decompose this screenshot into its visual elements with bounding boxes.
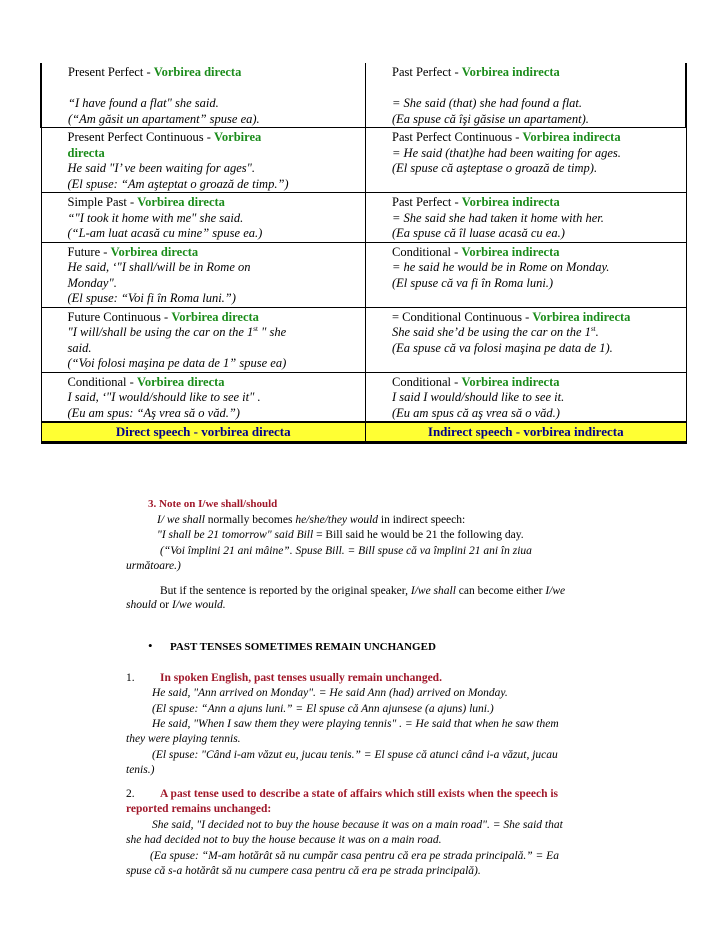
indirect-speech-header: Indirect speech - vorbirea indirecta — [366, 422, 687, 442]
example-line: (El spuse: “Am aşteptat o groază de timp.”) — [67, 176, 289, 191]
tense-label: Past Perfect - Vorbirea indirecta — [392, 65, 560, 79]
direct-speech-cell — [41, 307, 366, 372]
example-line: (Eu am spus că aş vrea să o văd.) — [392, 405, 560, 420]
item-2-line-2: she had decided not to buy the house because it was on a main road. — [126, 834, 442, 846]
item-2-title-2: reported remains unchanged: — [126, 803, 272, 815]
example-line: said. — [67, 340, 92, 355]
table-row — [41, 307, 686, 372]
table-row — [41, 128, 686, 193]
example-line: “"I took it home with me" she said. — [67, 210, 244, 225]
direct-speech-header: Direct speech - vorbirea directa — [41, 422, 366, 442]
example-line: (Ea spuse că va folosi maşina pe data de 1). — [392, 340, 613, 355]
tense-label: Present Perfect Continuous - Vorbirea — [67, 130, 262, 144]
section-3-line-4: următoare.) — [126, 560, 181, 572]
section-3-line-1: I/ we shall normally becomes he/she/they would in indirect speech: — [157, 514, 466, 526]
table-row — [41, 372, 686, 422]
tense-label: Past Perfect Continuous - Vorbirea indirecta — [392, 130, 621, 144]
example-line — [68, 81, 365, 97]
example-line: He said, ‘"I shall/will be in Rome on — [67, 260, 251, 274]
tense-label: = Conditional Continuous - Vorbirea indirecta — [392, 309, 631, 324]
example-line: = He said (that)he had been waiting for ages. — [392, 145, 621, 160]
item-1-line-2: (El spuse: “Ann a ajuns luni.” = El spuse că Ann ajunsese (a ajuns) luni.) — [152, 703, 494, 715]
example-line: (“Am găsit un apartament” spuse ea). — [68, 111, 260, 126]
tense-label: Future Continuous - Vorbirea directa — [67, 309, 259, 324]
item-1-line-4: they were playing tennis. — [126, 733, 241, 745]
example-line: He said "I’ ve been waiting for ages". — [67, 161, 256, 175]
example-line: I said I would/should like to see it. — [392, 390, 565, 404]
tense-label: Future - Vorbirea directa — [67, 244, 199, 259]
item-1-number: 1. — [126, 672, 135, 684]
example-line: Monday". — [67, 275, 117, 290]
example-line: She said she’d be using the car on the 1st. — [392, 324, 599, 339]
direct-speech-cell — [41, 128, 366, 193]
bullet-title: PAST TENSES SOMETIMES REMAIN UNCHANGED — [170, 641, 436, 653]
example-line: “I have found a flat" she said. — [68, 96, 219, 110]
example-line: = She said she had taken it home with her. — [392, 210, 604, 225]
table-row — [41, 193, 686, 243]
section-3-line-5: But if the sentence is reported by the original speaker, I/we shall can become either I/we — [160, 585, 566, 597]
indirect-speech-cell — [366, 242, 687, 307]
indirect-speech-cell — [366, 128, 687, 193]
indirect-speech-cell — [366, 307, 687, 372]
direct-speech-cell — [41, 63, 366, 128]
tense-label-continued: directa — [67, 145, 105, 160]
example-line — [392, 81, 685, 97]
example-line: (“Voi folosi maşina pe data de 1” spuse ea) — [67, 356, 287, 370]
tense-label: Conditional - Vorbirea indirecta — [392, 244, 560, 259]
table-header-row — [41, 422, 686, 442]
tense-label: Past Perfect - Vorbirea indirecta — [392, 195, 560, 209]
example-line: (El spuse că va fi în Roma luni.) — [392, 275, 554, 290]
tense-label: Simple Past - Vorbirea directa — [67, 195, 225, 209]
example-line: (Ea spuse că îşi găsise un apartament). — [392, 111, 589, 126]
indirect-speech-cell — [366, 193, 687, 243]
example-line: = She said (that) she had found a flat. — [392, 96, 583, 110]
item-1-line-1: He said, "Ann arrived on Monday". = He said Ann (had) arrived on Monday. — [152, 687, 508, 699]
item-2-line-3: (Ea spuse: “M-am hotărât să nu cumpăr casa pentru că era pe strada principală.” = Ea — [150, 850, 559, 862]
item-1-line-5: (El spuse: "Când i-am văzut eu, jucau tenis.” = El spuse că atunci când i-a văzut, jucau — [152, 749, 558, 761]
example-line: (“L-am luat acasă cu mine” spuse ea.) — [67, 226, 263, 240]
direct-speech-cell — [41, 372, 366, 422]
direct-speech-cell — [41, 193, 366, 243]
section-3-line-2: "I shall be 21 tomorrow" said Bill = Bill said he would be 21 the following day. — [157, 529, 524, 541]
example-line: "I will/shall be using the car on the 1st " she — [67, 324, 287, 339]
section-3-title: 3. Note on I/we shall/should — [148, 498, 278, 510]
item-2-number: 2. — [126, 788, 135, 800]
example-line: = he said he would be in Rome on Monday. — [392, 260, 610, 274]
item-1-line-6: tenis.) — [126, 764, 155, 776]
item-2-line-1: She said, "I decided not to buy the house because it was on a main road". = She said that — [152, 819, 563, 831]
bullet-icon: • — [148, 638, 153, 653]
section-3-line-6: should or I/we would. — [126, 599, 226, 611]
indirect-speech-cell — [366, 372, 687, 422]
table-row — [41, 242, 686, 307]
example-line: (Eu am spus: “Aş vrea să o văd.”) — [67, 405, 240, 420]
item-1-title: In spoken English, past tenses usually remain unchanged. — [160, 672, 442, 684]
item-2-line-4: spuse că s-a hotărât să nu cumpere casa pentru că era pe strada principală). — [126, 865, 481, 877]
example-line: (El spuse: “Voi fi în Roma luni.”) — [67, 291, 236, 305]
tense-label: Present Perfect - Vorbirea directa — [68, 65, 242, 79]
example-line: I said, ‘"I would/should like to see it" . — [67, 390, 261, 404]
table-row — [41, 63, 686, 128]
tense-table — [40, 63, 687, 444]
item-1-line-3: He said, "When I saw them they were playing tennis" . = He said that when he saw them — [152, 718, 559, 730]
indirect-speech-cell — [366, 63, 687, 128]
example-line: (Ea spuse că îl luase acasă cu ea.) — [392, 226, 565, 240]
tense-label: Conditional - Vorbirea directa — [67, 374, 225, 389]
item-2-title-1: A past tense used to describe a state of affairs which still exists when the speech is — [160, 788, 559, 800]
example-line: (El spuse că aşteptase o groază de timp). — [392, 161, 598, 175]
direct-speech-cell — [41, 242, 366, 307]
section-3-line-3: (“Voi împlini 21 ani mâine”. Spuse Bill. = Bill spuse că va împlini 21 ani în ziua — [160, 545, 532, 557]
tense-label: Conditional - Vorbirea indirecta — [392, 374, 560, 389]
